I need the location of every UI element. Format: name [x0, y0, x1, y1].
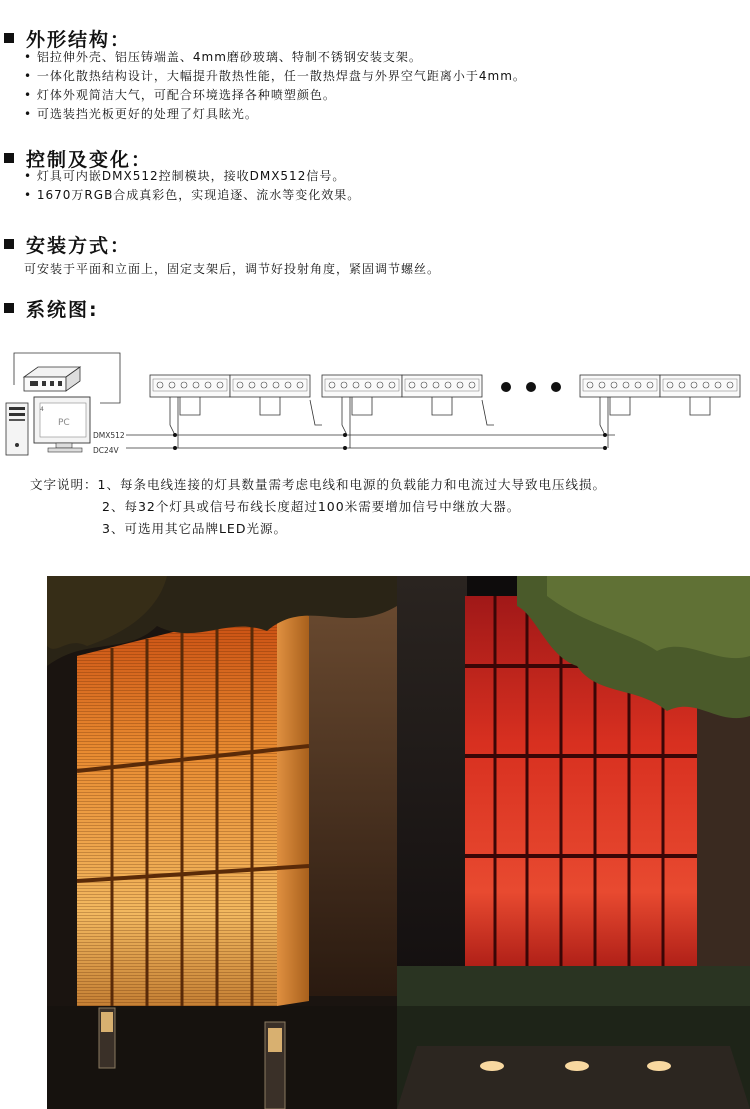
building-facade-amber-photo — [47, 576, 397, 1109]
wall-washer-fixture-icon — [580, 375, 740, 448]
monitor-icon — [34, 397, 90, 452]
list-item: • 灯具可内嵌DMX512控制模块，接收DMX512信号。 — [24, 169, 346, 183]
wall-washer-fixture-icon — [322, 375, 494, 448]
list-item: • 灯体外观简洁大气，可配合环境选择各种喷塑颜色。 — [24, 88, 336, 102]
note-item: 1、每条电线连接的灯具数量需考虑电线和电源的负载能力和电流过大导致电压线损。 — [97, 477, 606, 492]
square-bullet-icon — [4, 239, 14, 249]
list-item: • 1670万RGB合成真彩色，实现追逐、流水等变化效果。 — [24, 188, 361, 202]
pc-tower-icon — [6, 403, 28, 455]
system-heading: 系统图: — [4, 296, 99, 320]
notes-line-1 — [30, 475, 606, 493]
square-bullet-icon — [4, 33, 14, 43]
appearance-heading: 外形结构： — [4, 26, 131, 50]
wall-washer-fixture-icon — [150, 375, 322, 448]
square-bullet-icon — [4, 153, 14, 163]
system-wiring-diagram — [0, 345, 750, 465]
list-item: • 铝拉伸外壳、铝压铸端盖、4mm磨砂玻璃、特制不锈钢安装支架。 — [24, 50, 422, 64]
building-facade-red-photo — [397, 576, 750, 1109]
control-bullets — [24, 167, 360, 205]
ellipsis-icon — [501, 382, 561, 392]
note-item: 3、可选用其它品牌LED光源。 — [102, 521, 287, 536]
dmx512-label: DMX512 — [93, 431, 125, 440]
square-bullet-icon — [4, 303, 14, 313]
note-item: 2、每32个灯具或信号布线长度超过100米需要增加信号中继放大器。 — [102, 499, 521, 514]
control-heading: 控制及变化： — [4, 146, 152, 170]
installation-heading: 安装方式： — [4, 232, 131, 256]
notes-lead: 文字说明： — [30, 477, 98, 492]
list-item: • 一体化散热结构设计，大幅提升散热性能，任一散热焊盘与外界空气距离小于4mm。 — [24, 69, 526, 83]
dmx-controller-icon — [24, 367, 80, 391]
appearance-bullets — [24, 48, 526, 124]
svg-text:4: 4 — [40, 406, 44, 413]
dc24v-label: DC24V — [93, 446, 119, 455]
monitor-label: PC — [58, 418, 70, 428]
installation-text: 可安装于平面和立面上，固定支架后，调节好投射角度，紧固调节螺丝。 — [24, 262, 441, 276]
list-item: • 可选装挡光板更好的处理了灯具眩光。 — [24, 107, 258, 121]
